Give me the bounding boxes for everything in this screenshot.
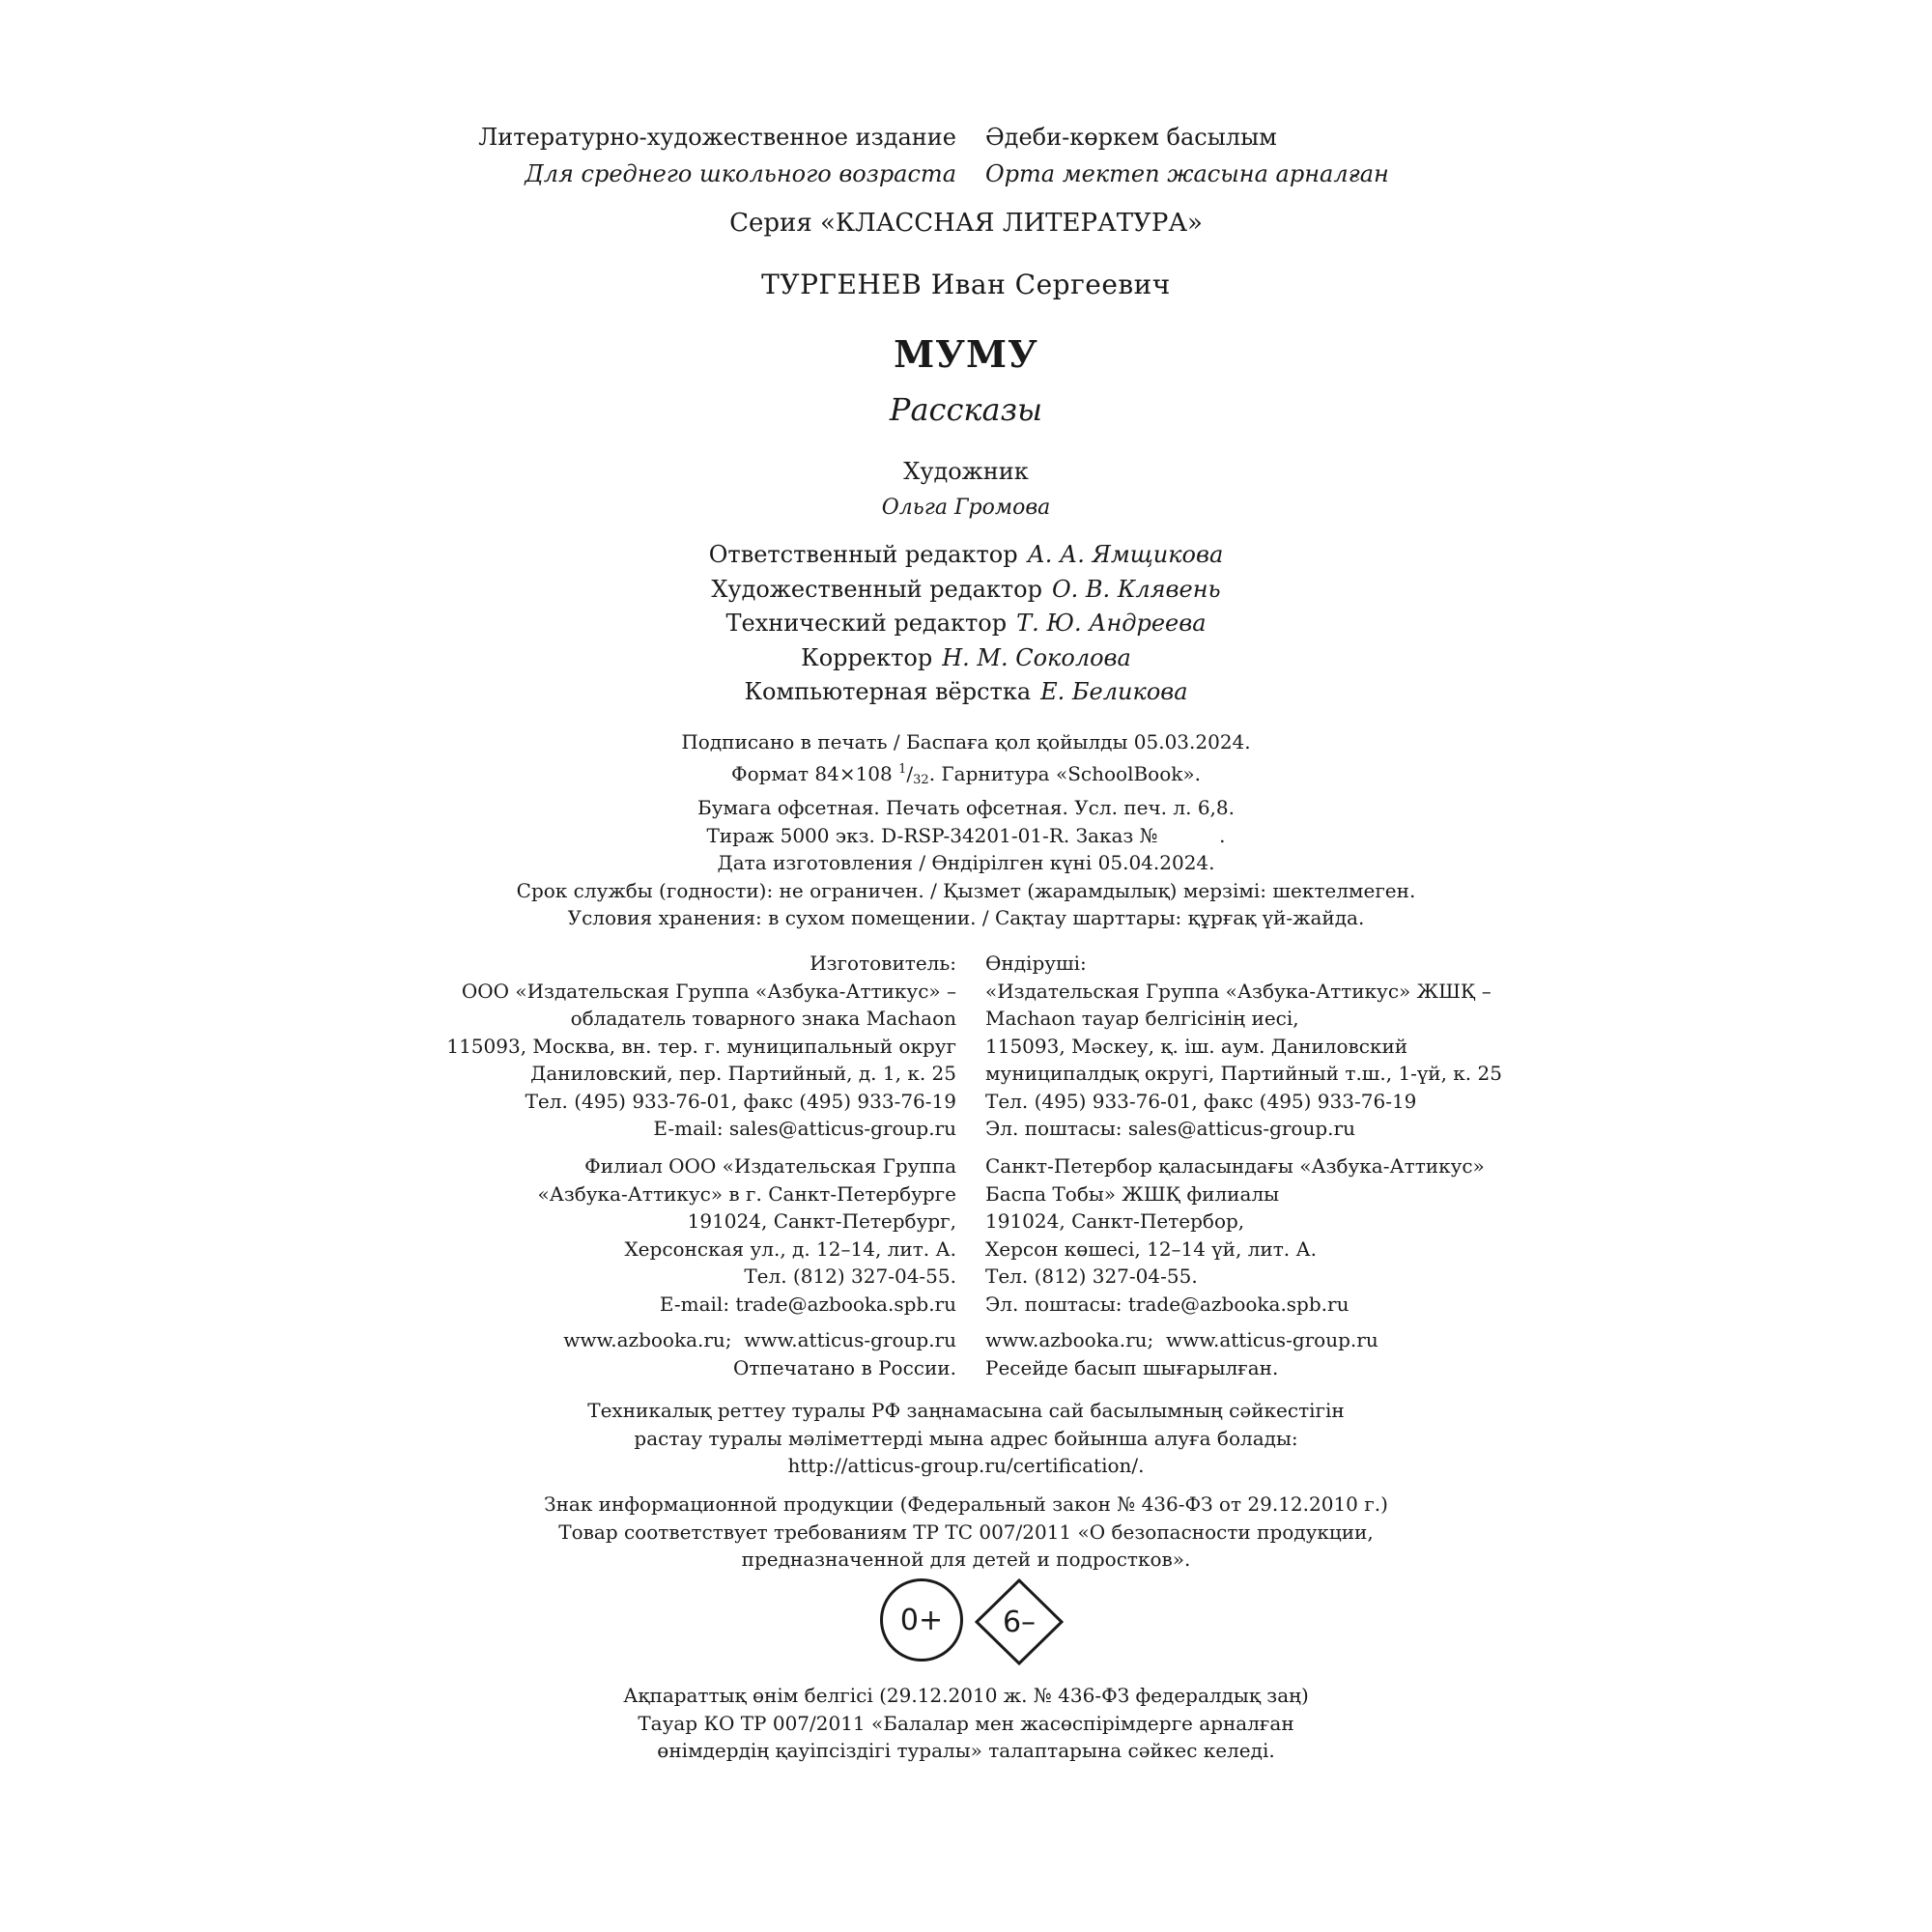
- web-ru: [0, 1326, 966, 1381]
- age-rating-circle: 0+: [880, 1578, 963, 1662]
- age-rating-badges: [880, 1578, 1073, 1675]
- book-subtitle: Рассказы: [889, 391, 1043, 428]
- editorial-roles: [0, 538, 1932, 710]
- text-line: Баспа Тобы» ЖШҚ филиалы: [985, 1181, 1280, 1206]
- paper-line: Бумага офсетная. Печать офсетная. Усл. печ. л. 6,8.: [697, 796, 1235, 819]
- role-row: [0, 675, 1932, 710]
- role-name: А. А. Ямщикова: [1027, 541, 1224, 568]
- role-row: [0, 538, 1932, 573]
- manufacturer-kz: [966, 950, 1932, 1143]
- web-kz: [966, 1326, 1932, 1381]
- text-line: Machaon тауар белгісінің иесі,: [985, 1007, 1299, 1030]
- service-life-line: Срок службы (годности): не ограничен. / Қызмет (жарамдылық) мерзімі: шектелмеген.: [516, 878, 1416, 902]
- format-line: Формат 84×108 $^1/_{32}$. Гарнитура «SchoolBook».: [731, 761, 1201, 787]
- role-label: Ответственный редактор: [708, 541, 1018, 568]
- branch-block: [0, 1152, 1932, 1318]
- signed-line: Подписано в печать / Баспаға қол қойылды 05.03.2024.: [681, 730, 1251, 753]
- role-name: Е. Беликова: [1040, 678, 1188, 705]
- text-line: обладатель товарного знака Machaon: [570, 1007, 956, 1030]
- role-name: Н. М. Соколова: [942, 643, 1131, 671]
- text-line: Тел. (812) 327-04-55.: [985, 1264, 1198, 1288]
- text-line: 115093, Мәскеу, қ. іш. аум. Даниловский: [985, 1034, 1408, 1058]
- edition-type-row: [0, 120, 1932, 155]
- manufacturer-ru: [0, 950, 966, 1143]
- run-line: Тираж 5000 экз. D-RSP-34201-01-R. Заказ № .: [706, 823, 1226, 847]
- text-line: E-mail: sales@atticus-group.ru: [653, 1117, 956, 1140]
- role-name: Т. Ю. Андреева: [1016, 610, 1207, 637]
- book-title: МУМУ: [894, 332, 1038, 376]
- edition-type-ru: Литературно-художественное издание: [478, 124, 956, 151]
- web-block: [0, 1326, 1932, 1381]
- age-ru: Для среднего школьного возраста: [525, 160, 956, 187]
- text-line: E-mail: trade@azbooka.spb.ru: [659, 1292, 956, 1316]
- diamond-label: 6–: [1002, 1605, 1037, 1639]
- age-rating-diamond: [975, 1578, 1064, 1665]
- role-name: О. В. Клявень: [1051, 575, 1221, 603]
- role-label: Технический редактор: [725, 610, 1008, 637]
- text-line: предназначенной для детей и подростков».: [741, 1548, 1191, 1571]
- role-label: Художественный редактор: [711, 575, 1042, 603]
- info-sign-ru: [0, 1491, 1932, 1574]
- age-kz: Орта мектеп жасына арналған: [985, 160, 1389, 187]
- text-line: Товар соответствует требованиям ТР ТС 007/2011 «О безопасности продукции,: [558, 1520, 1374, 1544]
- role-row: [0, 641, 1932, 676]
- format-num: 1: [898, 761, 907, 777]
- text-line: Филиал ООО «Издательская Группа: [584, 1154, 956, 1178]
- text-line: Техникалық реттеу туралы РФ заңнамасына сай басылымның сәйкестігін: [587, 1399, 1345, 1422]
- text-line: муниципалдық округі, Партийный т.ш., 1-үй, к. 25: [985, 1062, 1502, 1085]
- branch-ru: [0, 1152, 966, 1318]
- text-line: http://atticus-group.ru/certification/.: [787, 1454, 1145, 1477]
- series: Серия «КЛАССНАЯ ЛИТЕРАТУРА»: [729, 209, 1203, 238]
- branch-kz: [966, 1152, 1932, 1318]
- edition-type-kz: Әдеби-көркем басылым: [985, 124, 1277, 151]
- format-suffix: . Гарнитура «SchoolBook».: [928, 761, 1201, 785]
- text-line: Херсонская ул., д. 12–14, лит. А.: [624, 1236, 956, 1261]
- website-links: www.azbooka.ru; www.atticus-group.ru: [985, 1328, 1378, 1351]
- role-label: Корректор: [801, 643, 933, 671]
- text-line: 191024, Санкт-Петербург,: [687, 1209, 956, 1233]
- text-line: «Издательская Группа «Азбука-Аттикус» ЖШҚ –: [985, 979, 1492, 1003]
- text-line: Тел. (812) 327-04-55.: [744, 1264, 956, 1288]
- artist-name: Ольга Громова: [881, 496, 1051, 520]
- text-line: Даниловский, пер. Партийный, д. 1, к. 25: [530, 1062, 956, 1085]
- text-line: Тел. (495) 933-76-01, факс (495) 933-76-19: [985, 1089, 1417, 1113]
- text-line: Херсон көшесі, 12–14 үй, лит. А.: [985, 1236, 1318, 1261]
- text-line: растау туралы мәліметтерді мына адрес бойынша алуға болады:: [634, 1426, 1298, 1450]
- role-label: Компьютерная вёрстка: [744, 678, 1032, 705]
- author: ТУРГЕНЕВ Иван Сергеевич: [761, 269, 1171, 300]
- text-line: Өндіруші:: [985, 952, 1087, 975]
- text-line: өнімдердің қауіпсіздігі туралы» талаптарына сәйкес келеді.: [657, 1739, 1275, 1762]
- storage-line: Условия хранения: в сухом помещении. / Сақтау шарттары: құрғақ үй-жайда.: [567, 906, 1365, 929]
- text-line: 115093, Москва, вн. тер. г. муниципальный округ: [446, 1034, 956, 1058]
- printed-in: Отпечатано в России.: [732, 1355, 956, 1379]
- text-line: 191024, Санкт-Петербор,: [985, 1209, 1245, 1233]
- text-line: Эл. поштасы: sales@atticus-group.ru: [985, 1117, 1355, 1140]
- text-line: «Азбука-Аттикус» в г. Санкт-Петербурге: [537, 1181, 956, 1206]
- info-sign-kz: [0, 1682, 1932, 1765]
- website-links: www.azbooka.ru; www.atticus-group.ru: [563, 1328, 956, 1351]
- text-line: Знак информационной продукции (Федеральный закон № 436-ФЗ от 29.12.2010 г.): [544, 1492, 1388, 1516]
- text-line: Санкт-Петербор қаласындағы «Азбука-Аттикус»: [985, 1154, 1485, 1178]
- printed-in: Ресейде басып шығарылған.: [985, 1355, 1279, 1379]
- text-line: Тел. (495) 933-76-01, факс (495) 933-76-19: [525, 1089, 956, 1113]
- text-line: Изготовитель:: [810, 952, 956, 975]
- age-row: [0, 156, 1932, 191]
- text-line: Ақпараттық өнім белгісі (29.12.2010 ж. № 436-ФЗ федералдық заң): [623, 1684, 1309, 1707]
- role-row: [0, 573, 1932, 608]
- text-line: Эл. поштасы: trade@azbooka.spb.ru: [985, 1292, 1350, 1316]
- role-row: [0, 607, 1932, 641]
- certification-note: [0, 1397, 1932, 1480]
- text-line: ООО «Издательская Группа «Азбука-Аттикус» –: [461, 979, 956, 1003]
- format-prefix: Формат 84×108: [731, 761, 899, 785]
- artist-label: Художник: [903, 458, 1029, 485]
- format-den: 32: [913, 772, 929, 787]
- print-info: [0, 728, 1932, 932]
- made-date-line: Дата изготовления / Өндірілген күні 05.04.2024.: [717, 851, 1215, 874]
- text-line: Тауар КО ТР 007/2011 «Балалар мен жасөспірімдерге арналған: [638, 1711, 1294, 1735]
- manufacturer-block: [0, 950, 1932, 1143]
